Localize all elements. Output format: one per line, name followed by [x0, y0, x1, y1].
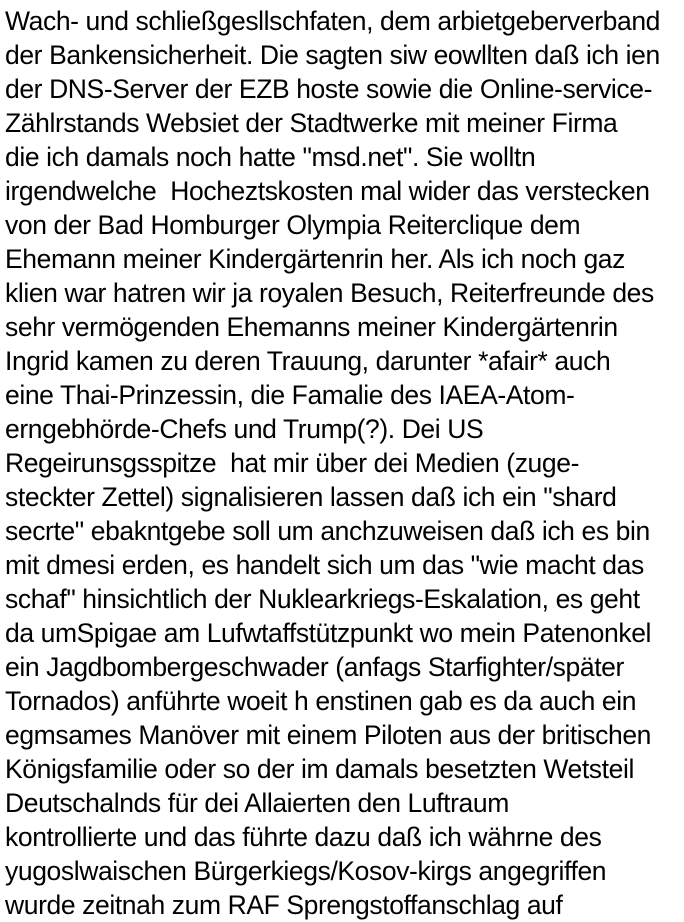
text-line: der DNS-Server der EZB hoste sowie die Online-service- [5, 74, 653, 104]
text-line: Deutschalnds für dei Allaierten den Luftraum [5, 788, 509, 818]
text-line: kontrollierte und das führte dazu daß ich währne des [5, 822, 602, 852]
text-line: sehr vermögenden Ehemanns meiner Kindergärtenrin [5, 312, 618, 342]
text-line: steckter Zettel) signalisieren lassen daß ich ein "shard [5, 482, 617, 512]
text-line: mit dmesi erden, es handelt sich um das "wie macht das [5, 550, 644, 580]
text-line: yugoslwaischen Bürgerkiegs/Kosov-kirgs angegriffen [5, 856, 607, 886]
text-line: eine Thai-Prinzessin, die Famalie des IAEA-Atom- [5, 380, 575, 410]
text-line: Regeirunsgsspitze hat mir über dei Medien (zuge- [5, 448, 579, 478]
text-line: Ehemann meiner Kindergärtenrin her. Als ich noch gaz [5, 244, 625, 274]
text-line: Wach- und schließgesllschfaten, dem arbietgeberverband [5, 6, 661, 36]
text-line: da umSpigae am Lufwtaffstützpunkt wo mein Patenonkel [5, 618, 652, 648]
text-line: egmsames Manöver mit einem Piloten aus der britischen [5, 720, 652, 750]
text-line: die ich damals noch hatte "msd.net". Sie wolltn [5, 142, 536, 172]
text-line: wurde zeitnah zum RAF Sprengstoffanschlag auf [5, 890, 563, 920]
text-line: Tornados) anführte woeit h enstinen gab es da auch ein [5, 686, 637, 716]
text-line: secrte" ebakntgebe soll um anchzuweisen daß ich es bin [5, 516, 650, 546]
text-line: Königsfamilie oder so der im damals besetzten Wetsteil [5, 754, 634, 784]
text-line: Ingrid kamen zu deren Trauung, darunter *afair* auch [5, 346, 611, 376]
document-text-block [5, 4, 682, 922]
text-line: schaf" hinsichtlich der Nuklearkriegs-Eskalation, es geht [5, 584, 640, 614]
text-line: irgendwelche Hocheztskosten mal wider das verstecken [5, 176, 650, 206]
text-line: klien war hatren wir ja royalen Besuch, Reiterfreunde des [5, 278, 654, 308]
text-line: der Bankensicherheit. Die sagten siw eowllten daß ich ien [5, 40, 660, 70]
text-line: Zählrstands Websiet der Stadtwerke mit meiner Firma [5, 108, 618, 138]
text-line: von der Bad Homburger Olympia Reiterclique dem [5, 210, 581, 240]
text-line: erngebhörde-Chefs und Trump(?). Dei US [5, 414, 484, 444]
text-line: ein Jagdbombergeschwader (anfags Starfighter/später [5, 652, 624, 682]
